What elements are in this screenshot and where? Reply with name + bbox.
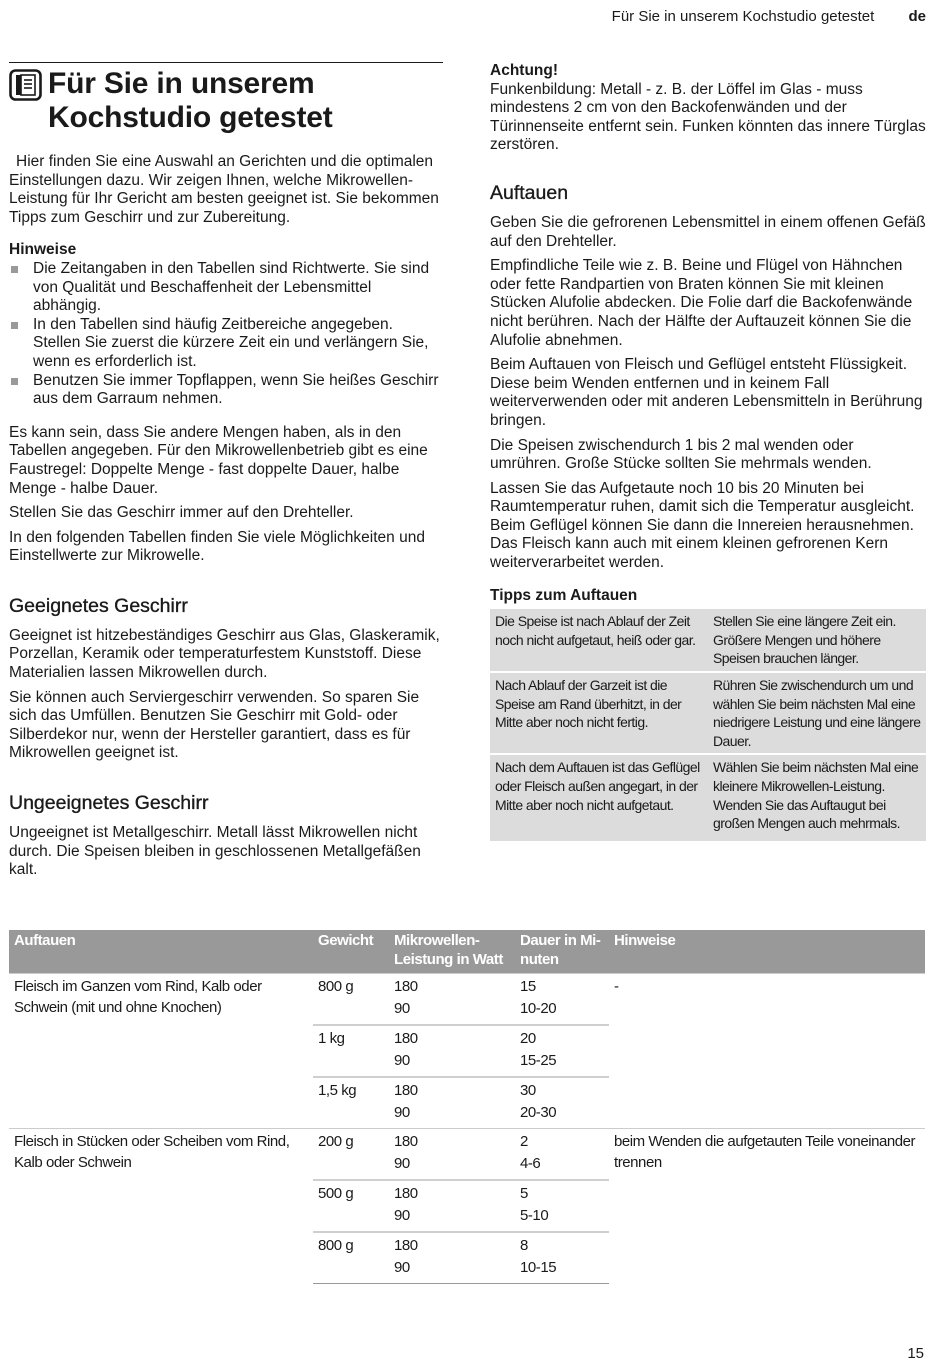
- table-row: [490, 672, 926, 754]
- unsuitable-paragraph: Ungeeignet ist Metallgeschirr. Metall lässt Mikrowellen nicht durch. Die Speisen bleiben in geschlossenen Metallgefäßen kalt.: [9, 824, 421, 879]
- food-cell: Fleisch im Ganzen vom Rind, Kalb oder Schwein (mit und ohne Knochen): [9, 974, 313, 1129]
- notes-list: [9, 260, 443, 409]
- caution-heading: Achtung!: [490, 62, 559, 79]
- thaw-paragraph-1: Geben Sie die gefrorenen Lebensmittel in einem offenen Gefäß auf den Drehteller.: [490, 213, 926, 250]
- time-cell: 5 5-10: [515, 1180, 609, 1232]
- tips-heading: Tipps zum Auftauen: [490, 586, 638, 604]
- note-cell: -: [609, 974, 925, 1129]
- time-cell: 8 10-15: [515, 1232, 609, 1284]
- time-cell: 30 20-30: [515, 1077, 609, 1129]
- header-title: Für Sie in unserem Kochstudio getestet: [611, 8, 875, 25]
- time-cell: 15 10-20: [515, 974, 609, 1026]
- time-cell: 2 4-6: [515, 1129, 609, 1181]
- weight-cell: 800 g: [313, 1232, 389, 1284]
- watt-cell: 180 90: [389, 1232, 515, 1284]
- tip-solution: Stellen Sie eine längere Zeit ein. Größere Mengen und höhere Speisen brauchen länger.: [713, 613, 896, 667]
- table-row: [490, 609, 926, 672]
- watt-cell: 180 90: [389, 1077, 515, 1129]
- thaw-heading: Auftauen: [490, 181, 569, 204]
- tip-problem: Nach dem Auftauen ist das Geflügel oder Fleisch außen angegart, in der Mitte aber noch nicht aufgetaut.: [490, 754, 708, 840]
- watt-cell: 180 90: [389, 1025, 515, 1077]
- watt-cell: 180 90: [389, 974, 515, 1026]
- tip-solution: Rühren Sie zwischendurch um und wählen Sie beim nächsten Mal eine niedrigere Leistung und eine längere Dauer.: [708, 672, 926, 754]
- left-column: [9, 62, 443, 880]
- table-header-row: [9, 930, 925, 974]
- unsuitable-heading: Ungeeignetes Geschirr: [9, 792, 209, 815]
- thawing-table: [9, 930, 925, 1284]
- caution-text: Funkenbildung: Metall - z. B. der Löffel im Glas - muss mindestens 2 cm von den Backofenwänden und der Türinnenseite entfernt sein. Funken könnten das innere Türglas zerstören.: [490, 80, 926, 154]
- tip-solution: Wählen Sie beim nächsten Mal eine kleinere Mikrowellen-Leistung. Wenden Sie das Auftaugut bei großen Mengen auch mehrmals.: [708, 754, 926, 840]
- column-header: Auftauen: [9, 930, 313, 974]
- list-item: Die Zeitangaben in den Tabellen sind Richtwerte. Sie sind von Qualität und Beschaffenheit der Lebensmittel abhängig.: [9, 260, 443, 316]
- notes-heading: Hinweise: [9, 241, 77, 259]
- food-cell: Fleisch in Stücken oder Scheiben vom Rind, Kalb oder Schwein: [9, 1129, 313, 1284]
- thaw-paragraph-4: Die Speisen zwischendurch 1 bis 2 mal wenden oder umrühren. Große Stücke sollten Sie mehrmals wenden.: [490, 436, 872, 473]
- intro-paragraph: Hier finden Sie eine Auswahl an Gerichten und die optimalen Einstellungen dazu. Wir zeigen Ihnen, welche Mikrowellen-Leistung für Ihr Gericht am besten geeignet ist. Sie bekommen Tipps zum Geschirr und zur Zubereitung.: [9, 153, 439, 226]
- suitable-heading: Geeignetes Geschirr: [9, 594, 188, 617]
- weight-cell: 500 g: [313, 1180, 389, 1232]
- list-item: In den Tabellen sind häufig Zeitbereiche angegeben. Stellen Sie zuerst die kürzere Zeit ein und verlängern Sie, wenn es erforderlich ist.: [9, 316, 443, 372]
- page-number: 15: [907, 1345, 924, 1362]
- weight-cell: 1 kg: [313, 1025, 389, 1077]
- column-header: Dauer in Minuten: [515, 930, 609, 974]
- quantity-paragraph: Es kann sein, dass Sie andere Mengen haben, als in den Tabellen angegeben. Für den Mikrowellenbetrieb gibt es eine Faustregel: Doppelte Menge - fast doppelte Dauer, halbe Menge - halbe Dauer.: [9, 423, 428, 497]
- watt-cell: 180 90: [389, 1180, 515, 1232]
- table-row: [490, 754, 926, 840]
- table-row: [9, 1129, 925, 1181]
- column-header: Mikrowellen-Leistung in Watt: [389, 930, 515, 974]
- column-header: Gewicht: [313, 930, 389, 974]
- table-row: [9, 974, 925, 1026]
- weight-cell: 200 g: [313, 1129, 389, 1181]
- column-header: Hinweise: [609, 930, 925, 974]
- weight-cell: 800 g: [313, 974, 389, 1026]
- weight-cell: 1,5 kg: [313, 1077, 389, 1129]
- note-cell: beim Wenden die aufgetauten Teile voneinander trennen: [609, 1129, 925, 1284]
- time-cell: 20 15-25: [515, 1025, 609, 1077]
- thaw-paragraph-5: Lassen Sie das Aufgetaute noch 10 bis 20 Minuten bei Raumtemperatur ruhen, damit sich die Temperatur ausgleicht. Beim Geflügel können Sie dann die Innereien herausnehmen. Das Fleisch kann auch mit einem kleinen gefrorenen Kern weiterverarbeitet werden.: [490, 479, 915, 572]
- section-title-block: [9, 62, 443, 135]
- tip-problem: Nach Ablauf der Garzeit ist die Speise am Rand überhitzt, in der Mitte aber noch nicht fertig.: [490, 672, 708, 754]
- watt-cell: 180 90: [389, 1129, 515, 1181]
- list-item: Benutzen Sie immer Topflappen, wenn Sie heißes Geschirr aus dem Garraum nehmen.: [9, 372, 443, 409]
- tables-paragraph: In den folgenden Tabellen finden Sie viele Möglichkeiten und Einstellwerte zur Mikrowelle.: [9, 528, 425, 565]
- tips-table: [490, 609, 926, 841]
- suitable-paragraph-1: Geeignet ist hitzebeständiges Geschirr aus Glas, Glaskeramik, Porzellan, Keramik oder temperaturfestem Kunststoff. Diese Materialien lassen Mikrowellen durch.: [9, 626, 440, 682]
- thaw-paragraph-2: Empfindliche Teile wie z. B. Beine und Flügel von Hähnchen oder fette Randpartien von Braten können Sie mit kleinen Stücken Alufolie abdecken. Die Folie darf die Backofenwände nicht berühren. Nach der Hälfte der Auftauzeit können Sie die Alufolie abnehmen.: [490, 257, 913, 349]
- cookbook-icon: [9, 69, 42, 101]
- page-title: Für Sie in unserem Kochstudio getestet: [48, 67, 333, 134]
- page-header: [612, 8, 926, 25]
- tip-problem: Die Speise ist nach Ablauf der Zeit noch nicht aufgetaut, heiß oder gar.: [495, 613, 696, 648]
- thaw-paragraph-3: Beim Auftauen von Fleisch und Geflügel entsteht Flüssigkeit. Diese beim Wenden entfernen und in keinem Fall weiterverwenden oder mit anderen Lebensmitteln in Berührung bringen.: [490, 356, 923, 429]
- suitable-paragraph-2: Sie können auch Serviergeschirr verwenden. So sparen Sie sich das Umfüllen. Benutzen Sie Geschirr mit Gold- oder Silberdekor nur, wenn der Hersteller garantiert, dass es für Mikrowellen geeignet ist.: [9, 688, 420, 762]
- right-column: [490, 62, 926, 841]
- turntable-paragraph: Stellen Sie das Geschirr immer auf den Drehteller.: [9, 504, 354, 522]
- header-language: de: [908, 8, 926, 25]
